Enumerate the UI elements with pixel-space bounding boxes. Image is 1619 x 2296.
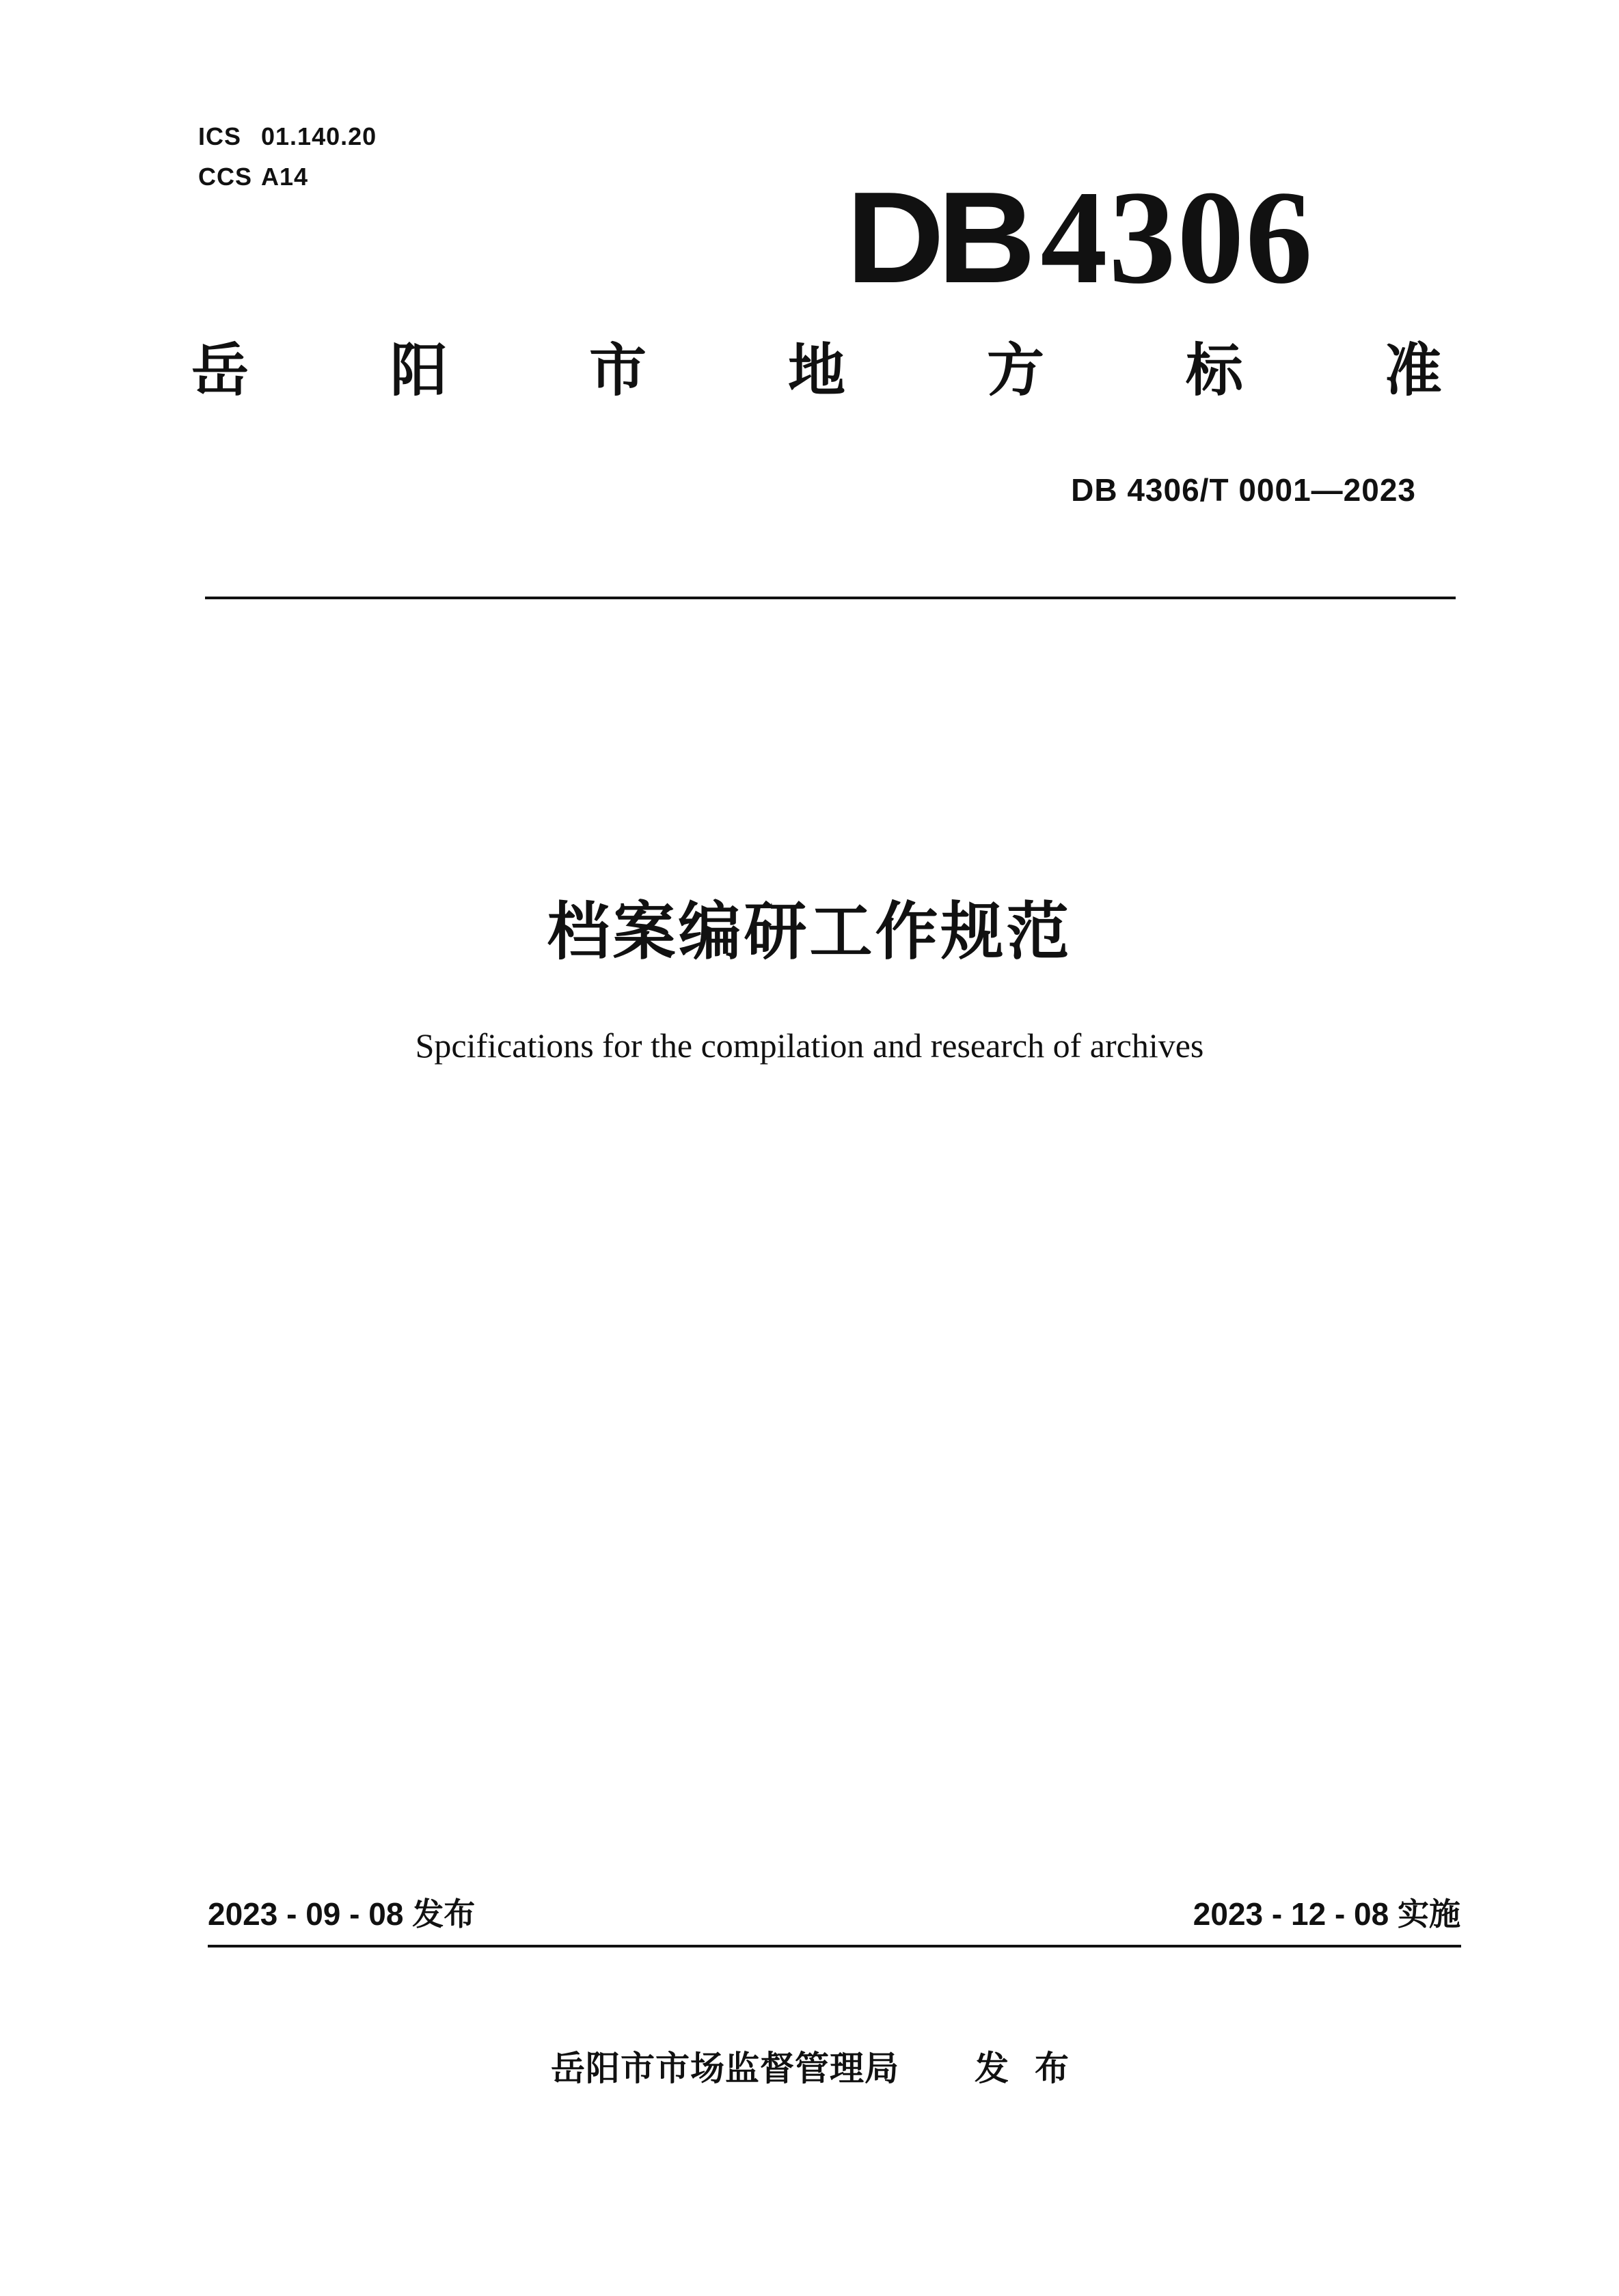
- header-divider: [205, 597, 1456, 599]
- standard-code: DB 4306/T 0001—2023: [1071, 472, 1416, 508]
- title-char: 市: [588, 337, 647, 404]
- ics-value: 01.140.20: [261, 122, 377, 150]
- ccs-value: A14: [261, 163, 309, 191]
- logo-number: 4306: [1040, 163, 1314, 312]
- title-char: 岳: [191, 337, 249, 404]
- issue-date: 2023 - 09 - 08 发布: [208, 1896, 476, 1932]
- standard-category-title: [191, 337, 1442, 404]
- title-char: 准: [1384, 337, 1442, 404]
- title-char: 标: [1185, 337, 1243, 404]
- footer-divider: [208, 1945, 1461, 1948]
- publish-action: 发布: [975, 2049, 1095, 2088]
- document-title: 档案编研工作规范: [547, 895, 1072, 968]
- title-char: 地: [787, 337, 845, 404]
- ics-label: ICS: [198, 122, 242, 150]
- title-char: 方: [986, 337, 1044, 404]
- publisher-name: 岳阳市市场监督管理局: [551, 2049, 899, 2088]
- ccs-code: [198, 165, 308, 189]
- standard-logo: [846, 163, 1359, 312]
- ccs-label: CCS: [198, 163, 253, 191]
- publisher-line: [551, 2051, 1095, 2086]
- document-title-english: Spcifications for the compilation and research of archives: [415, 1026, 1204, 1065]
- logo-prefix: DB: [846, 165, 1029, 310]
- title-char: 阳: [390, 337, 448, 404]
- effective-date: 2023 - 12 - 08 实施: [1193, 1896, 1460, 1932]
- ics-code: [198, 124, 377, 149]
